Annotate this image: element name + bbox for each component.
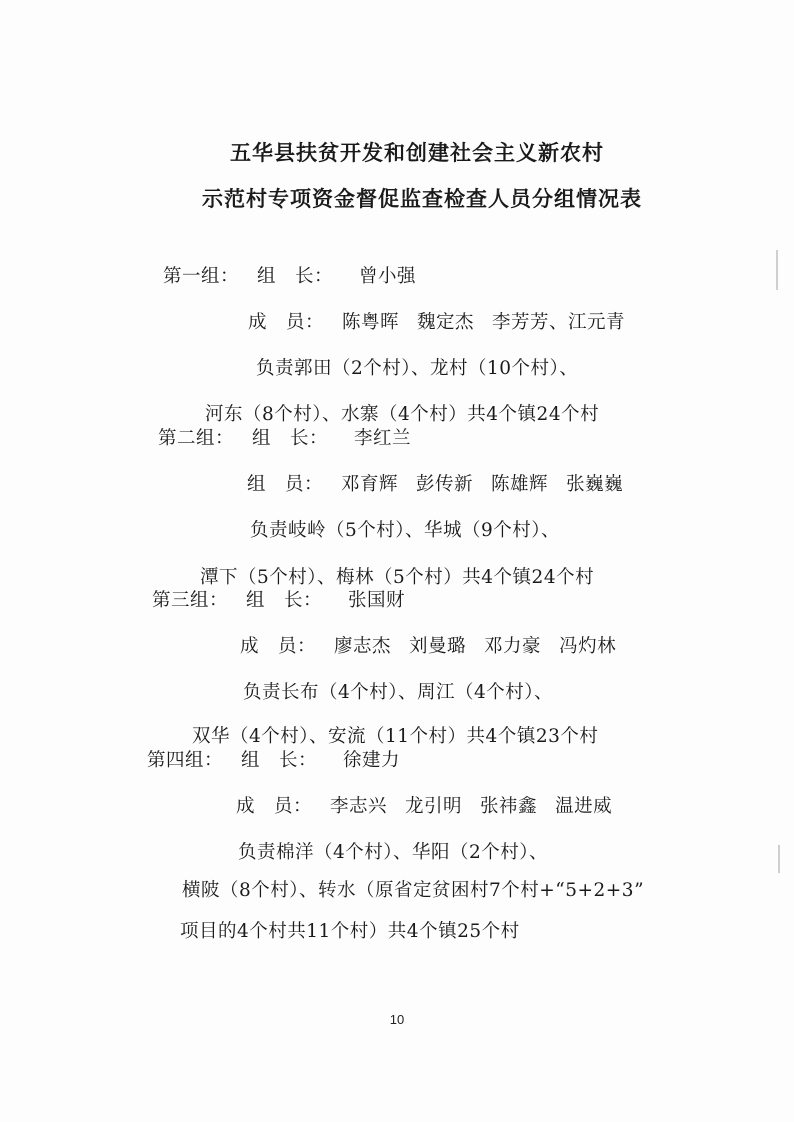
document-title-line-2: 示范村专项资金督促监查检查人员分组情况表 — [202, 186, 642, 211]
scan-edge-mark — [778, 845, 780, 873]
group-3-leader-row — [152, 586, 405, 612]
member-name: 龙引明 — [405, 796, 463, 817]
group-2-leader: 李红兰 — [354, 428, 412, 449]
page-number: 10 — [389, 1012, 405, 1027]
group-4-leader: 徐建力 — [343, 750, 401, 771]
group-3-responsibility-line-1: 负责长布（4个村）、周江（4个村）、 — [243, 682, 554, 703]
group-1-responsibility-line-2: 河东（8个村）、水寨（4个村）共4个镇24个村 — [205, 404, 600, 425]
member-name: 陈雄辉 — [491, 474, 549, 495]
group-3-label: 第三组： — [152, 590, 229, 611]
group-2-members-row — [247, 470, 623, 496]
members-key: 成 员： — [248, 312, 325, 333]
member-name: 李志兴 — [330, 796, 388, 817]
members-key: 成 员： — [236, 796, 313, 817]
group-4-responsibility-line-1: 负责棉洋（4个村）、华阳（2个村）、 — [238, 842, 549, 863]
leader-key: 组 长： — [241, 750, 318, 771]
group-4-label: 第四组： — [147, 750, 224, 771]
scan-edge-mark — [776, 250, 778, 290]
member-name: 张巍巍 — [566, 474, 624, 495]
group-2-label: 第二组： — [158, 428, 235, 449]
member-name: 李芳芳、江元青 — [492, 312, 626, 333]
group-3-leader: 张国财 — [348, 590, 406, 611]
member-name: 彭传新 — [416, 474, 474, 495]
member-name: 冯灼林 — [559, 636, 617, 657]
document-title-line-1: 五华县扶贫开发和创建社会主义新农村 — [230, 140, 604, 165]
members-key: 成 员： — [240, 636, 317, 657]
member-name: 温进威 — [555, 796, 613, 817]
group-1-leader-row — [163, 262, 416, 288]
leader-key: 组 长： — [257, 266, 334, 287]
group-1-label: 第一组： — [163, 266, 240, 287]
member-name: 张祎鑫 — [480, 796, 538, 817]
group-4-members-row — [236, 792, 612, 818]
member-name: 魏定杰 — [417, 312, 475, 333]
group-2-responsibility-line-2: 潭下（5个村）、梅林（5个村）共4个镇24个村 — [200, 567, 595, 588]
member-name: 陈粤晖 — [342, 312, 400, 333]
member-name: 刘曼璐 — [409, 636, 467, 657]
leader-key: 组 长： — [252, 428, 329, 449]
member-name: 邓育辉 — [341, 474, 399, 495]
leader-key: 组 长： — [246, 590, 323, 611]
group-4-leader-row — [147, 746, 400, 772]
member-name: 廖志杰 — [334, 636, 392, 657]
group-2-leader-row — [158, 424, 411, 450]
member-name: 邓力豪 — [484, 636, 542, 657]
group-4-responsibility-line-2: 横陂（8个村）、转水（原省定贫困村7个村+“5+2+3” — [182, 880, 645, 901]
group-1-leader: 曾小强 — [359, 266, 417, 287]
group-2-responsibility-line-1: 负责岐岭（5个村）、华城（9个村）、 — [250, 520, 561, 541]
group-4-responsibility-line-3: 项目的4个村共11个村）共4个镇25个村 — [180, 921, 520, 942]
group-1-responsibility-line-1: 负责郭田（2个村）、龙村（10个村）、 — [256, 358, 579, 379]
members-key: 组 员： — [247, 474, 324, 495]
group-3-members-row — [240, 632, 616, 658]
group-1-members-row — [248, 308, 625, 334]
group-3-responsibility-line-2: 双华（4个村）、安流（11个村）共4个镇23个村 — [192, 726, 599, 747]
